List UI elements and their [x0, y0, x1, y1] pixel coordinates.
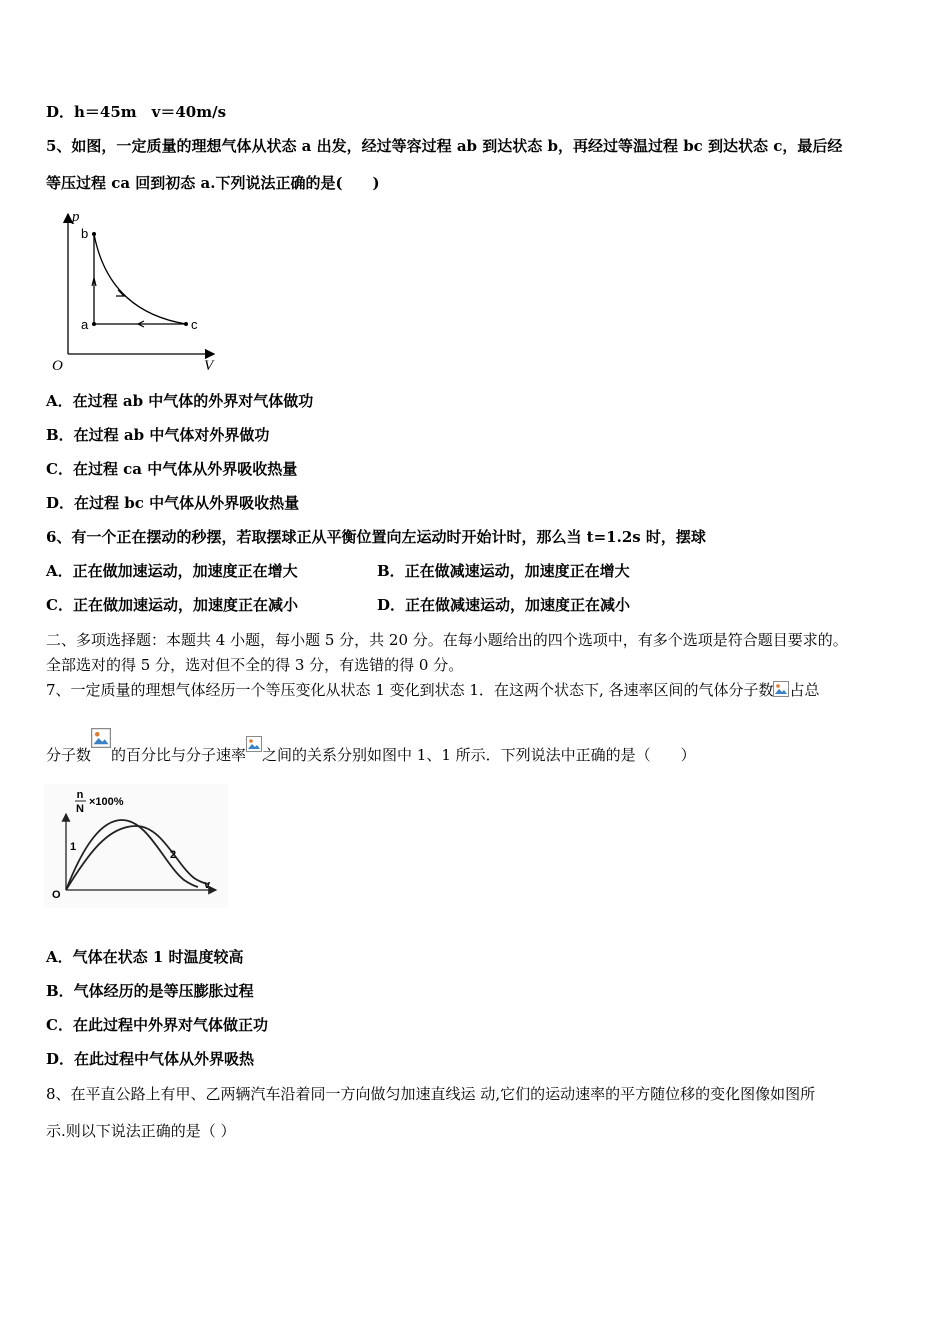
point-c-label: c [191, 317, 198, 332]
speed-distribution-graph [44, 784, 228, 908]
q7-stem-line1 [46, 680, 820, 700]
section2-intro-line2: 全部选对的得 5 分，选对但不全的得 3 分，有选错的得 0 分。 [46, 656, 464, 674]
q7-option-b: B．气体经历的是等压膨胀过程 [46, 982, 254, 1000]
q7-text-2b: 的百分比与分子速率 [111, 746, 247, 764]
q8-stem-line2: 示.则以下说法正确的是（ ） [46, 1122, 236, 1140]
origin-label: O [52, 358, 63, 374]
v-axis-label: V [204, 358, 214, 374]
prev-option-d: D．h＝45m v＝40m/s [46, 103, 227, 121]
process-bc [94, 234, 186, 324]
q7-option-a: A．气体在状态 1 时温度较高 [46, 948, 244, 966]
q8-stem-line1: 8、在平直公路上有甲、乙两辆汽车沿着同一方向做匀加速直线运 动,它们的运动速率的平方随位移的变化图像如图所 [46, 1085, 816, 1103]
curve-1-label: 1 [70, 841, 77, 853]
q6-option-a: A．正在做加速运动，加速度正在增大 [46, 562, 298, 580]
xlabel: v [204, 879, 211, 891]
q5-stem-line2: 等压过程 ca 回到初态 a.下列说法正确的是( ) [46, 174, 380, 192]
q7-option-d: D．在此过程中气体从外界吸热 [46, 1050, 255, 1068]
q6-option-b: B．正在做减速运动，加速度正在增大 [377, 562, 630, 580]
point-b-label: b [81, 226, 89, 241]
q5-stem-line1: 5、如图，一定质量的理想气体从状态 a 出发，经过等容过程 ab 到达状态 b，再经过等温过程 bc 到达状态 c，最后经 [46, 137, 843, 155]
origin-label: O [52, 889, 61, 901]
broken-image-icon [246, 736, 262, 752]
q7-option-c: C．在此过程中外界对气体做正功 [46, 1016, 268, 1034]
q5-option-a: A．在过程 ab 中气体的外界对气体做功 [46, 392, 314, 410]
pv-diagram [46, 206, 226, 376]
q5-option-d: D．在过程 bc 中气体从外界吸收热量 [46, 494, 300, 512]
q5-option-b: B．在过程 ab 中气体对外界做功 [46, 426, 270, 444]
q6-stem: 6、有一个正在摆动的秒摆，若取摆球正从平衡位置向左运动时开始计时，那么当 t=1.2s 时，摆球 [46, 528, 706, 546]
q5-option-c: C．在过程 ca 中气体从外界吸收热量 [46, 460, 298, 478]
q7-text-1b: 占总 [789, 681, 820, 699]
ylabel-suffix: ×100% [89, 796, 124, 808]
q7-text-1a: 7、一定质量的理想气体经历一个等压变化从状态 1 变化到状态 1．在这两个状态下, 各速率区间的气体分子数 [46, 681, 774, 699]
broken-image-icon [91, 728, 111, 748]
q6-option-d: D．正在做减速运动，加速度正在减小 [377, 596, 631, 614]
p-axis-label: p [72, 209, 80, 225]
curve-2-label: 2 [170, 849, 177, 861]
section2-intro-line1: 二、多项选择题：本题共 4 小题，每小题 5 分，共 20 分。在每小题给出的四个选项中，有多个选项是符合题目要求的。 [46, 631, 848, 649]
q7-text-2a: 分子数 [46, 746, 92, 764]
q7-stem-line2 [46, 742, 696, 765]
q6-option-c: C．正在做加速运动，加速度正在减小 [46, 596, 298, 614]
ylabel-denominator: N [76, 803, 84, 815]
broken-image-icon [773, 681, 789, 697]
q7-text-2c: 之间的关系分别如图中 1、1 所示．下列说法中正确的是（ ） [262, 746, 696, 764]
ylabel-numerator: n [76, 789, 84, 801]
point-a-label: a [81, 317, 89, 332]
